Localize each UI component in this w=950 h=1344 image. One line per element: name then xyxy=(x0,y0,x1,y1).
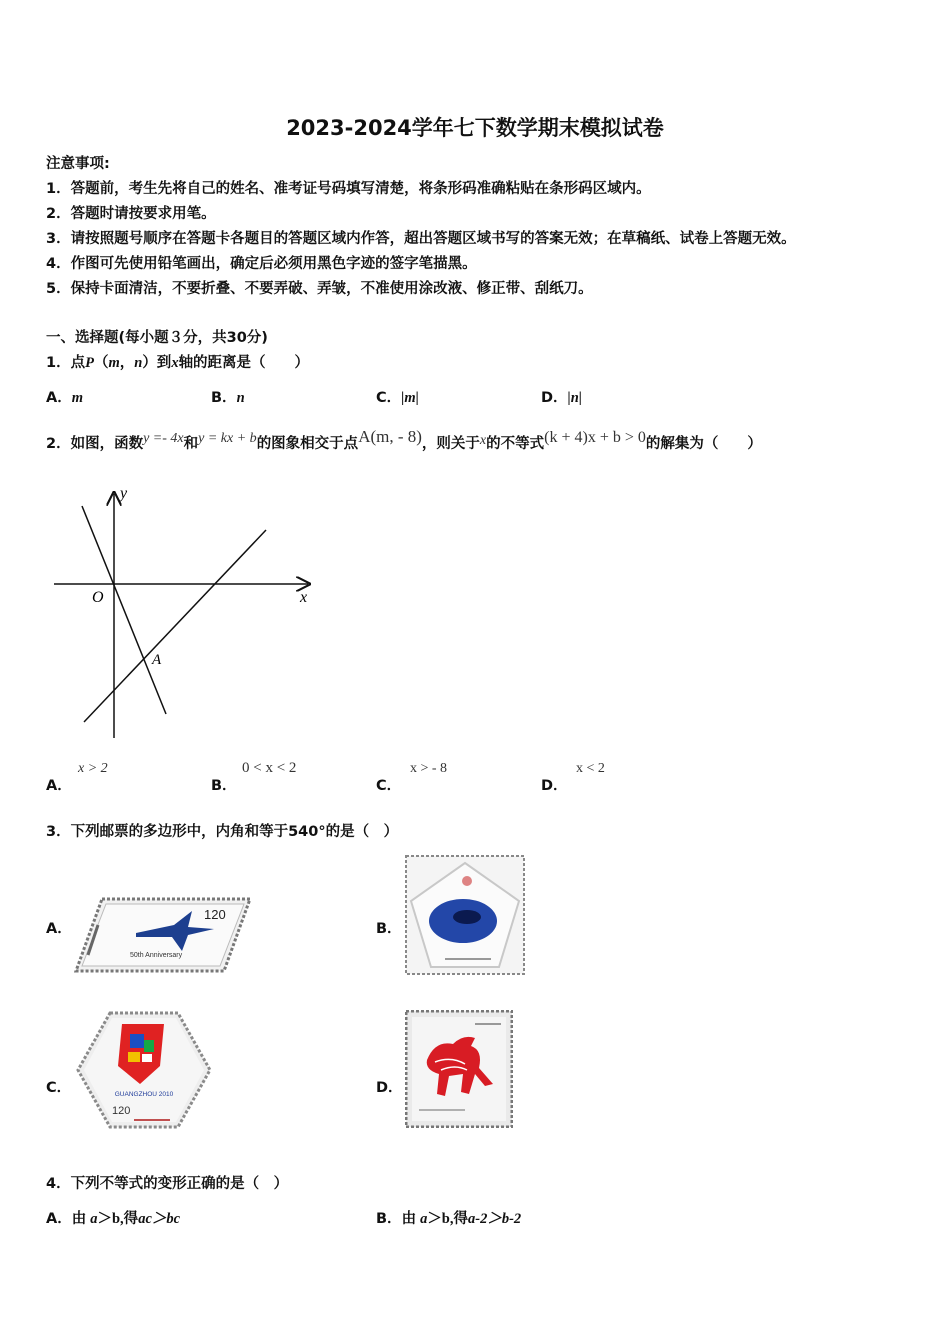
stamp-parallelogram[interactable] xyxy=(74,895,252,975)
q1-option-c[interactable] xyxy=(376,386,419,407)
q2-option-c-label[interactable]: C． xyxy=(376,778,402,794)
stamp-a-value: 120 xyxy=(204,907,226,922)
q1-x: x xyxy=(171,355,179,371)
option-label: B． xyxy=(211,390,237,406)
option-mid: ＞b,得 xyxy=(97,1211,139,1227)
question-4: 4．下列不等式的变形正确的是（ ） xyxy=(46,1176,289,1192)
q2-point: A(m, - 8) xyxy=(358,427,422,446)
q2-formula-2: y = kx + b xyxy=(198,431,257,446)
notice-heading: 注意事项: xyxy=(46,156,110,172)
notice-item-2: 2．答题时请按要求用笔。 xyxy=(46,206,216,222)
notice-item-3: 3．请按照题号顺序在答题卡各题目的答题区域内作答，超出答题区域书写的答案无效；在草稿纸、试卷上答题无效。 xyxy=(46,231,796,247)
option-label: D． xyxy=(541,390,568,406)
q2-option-d-value: x < 2 xyxy=(576,761,605,776)
option-label: A． xyxy=(46,390,72,406)
q2-graph xyxy=(46,480,326,740)
q1-text-1: 1．点 xyxy=(46,355,86,371)
q2-option-d-label[interactable]: D． xyxy=(541,778,568,794)
q2-text-2: 和 xyxy=(183,436,199,452)
option-rest: ac＞bc xyxy=(138,1211,181,1227)
q2-text-6: 的解集为（ ） xyxy=(645,436,762,452)
q2-option-b-value: 0 < x < 2 xyxy=(242,760,297,776)
q1-text-2: （ xyxy=(93,355,109,371)
question-1 xyxy=(46,351,309,372)
stamp-pentagon[interactable] xyxy=(405,855,525,975)
stamp-c-caption: GUANGZHOU 2010 xyxy=(114,1091,174,1098)
q2-option-b-label[interactable]: B． xyxy=(211,778,237,794)
q2-text-3: 的图象相交于点 xyxy=(256,436,359,452)
option-value: |m| xyxy=(401,390,419,406)
stamp-c-price: 120 xyxy=(112,1105,131,1117)
stamp-hexagon[interactable] xyxy=(74,1010,214,1130)
q1-m: m xyxy=(108,355,120,371)
q4-option-b[interactable] xyxy=(376,1207,521,1228)
q2-option-c-value: x > - 8 xyxy=(410,761,448,776)
q2-x: x xyxy=(479,433,487,448)
question-3: 3．下列邮票的多边形中，内角和等于540°的是（ ） xyxy=(46,824,399,840)
graph-point-a-label: A xyxy=(152,652,162,668)
section-heading: 一、选择题(每小题３分，共30分) xyxy=(46,330,268,346)
q1-option-b[interactable] xyxy=(211,386,245,407)
notice-item-5: 5．保持卡面清洁，不要折叠、不要弄破、弄皱，不准使用涂改液、修正带、刮纸刀。 xyxy=(46,281,593,297)
option-value: n xyxy=(236,390,245,406)
q1-option-a[interactable] xyxy=(46,386,83,407)
page-title: 2023-2024学年七下数学期末模拟试卷 xyxy=(286,116,664,140)
q1-text-4: 轴的距离是（ ） xyxy=(178,355,310,371)
q2-text-5: 的不等式 xyxy=(486,436,545,452)
option-pre: 由 xyxy=(401,1211,417,1227)
option-a-var: a xyxy=(420,1211,428,1227)
option-label: C． xyxy=(376,390,402,406)
graph-x-label: x xyxy=(300,589,308,606)
q3-option-d-label[interactable]: D． xyxy=(376,1080,403,1096)
option-value: m xyxy=(71,390,84,406)
q2-option-a-label[interactable]: A． xyxy=(46,778,72,794)
q1-comma: ， xyxy=(119,355,135,371)
line-y-neg4x xyxy=(82,506,166,714)
graph-origin-label: O xyxy=(92,589,104,606)
q3-option-c-label[interactable]: C． xyxy=(46,1080,72,1096)
q2-option-a-value: x > 2 xyxy=(78,761,108,776)
option-label: B． xyxy=(376,1211,402,1227)
option-label: A． xyxy=(46,1211,72,1227)
q1-text-3: ）到 xyxy=(142,355,172,371)
q3-option-a-label[interactable]: A． xyxy=(46,921,72,937)
graph-y-label: y xyxy=(120,485,128,502)
stamp-a-caption: 50th Anniversary xyxy=(130,952,183,959)
q1-point-label: P xyxy=(85,355,94,371)
q1-option-d[interactable] xyxy=(541,386,582,407)
notice-item-1: 1．答题前，考生先将自己的姓名、准考证号码填写清楚，将条形码准确粘贴在条形码区域内。 xyxy=(46,181,651,197)
question-2 xyxy=(46,427,762,453)
option-pre: 由 xyxy=(71,1211,87,1227)
option-rest: a-2＞b-2 xyxy=(468,1211,522,1227)
q1-n: n xyxy=(134,355,143,371)
q2-formula-1: y =- 4x xyxy=(143,431,184,446)
q3-option-b-label[interactable]: B． xyxy=(376,921,402,937)
q2-text-1: 2．如图，函数 xyxy=(46,436,144,452)
stamp-rectangle[interactable] xyxy=(405,1010,513,1128)
notice-item-4: 4．作图可先使用铅笔画出，确定后必须用黑色字迹的签字笔描黑。 xyxy=(46,256,477,272)
option-a-var: a xyxy=(90,1211,98,1227)
option-value: |n| xyxy=(567,390,582,406)
q4-option-a[interactable] xyxy=(46,1207,180,1228)
option-mid: ＞b,得 xyxy=(427,1211,469,1227)
line-kx-plus-b xyxy=(84,530,266,722)
q2-inequality: (k + 4)x + b > 0 xyxy=(544,429,646,446)
q2-text-4: ，则关于 xyxy=(421,436,480,452)
